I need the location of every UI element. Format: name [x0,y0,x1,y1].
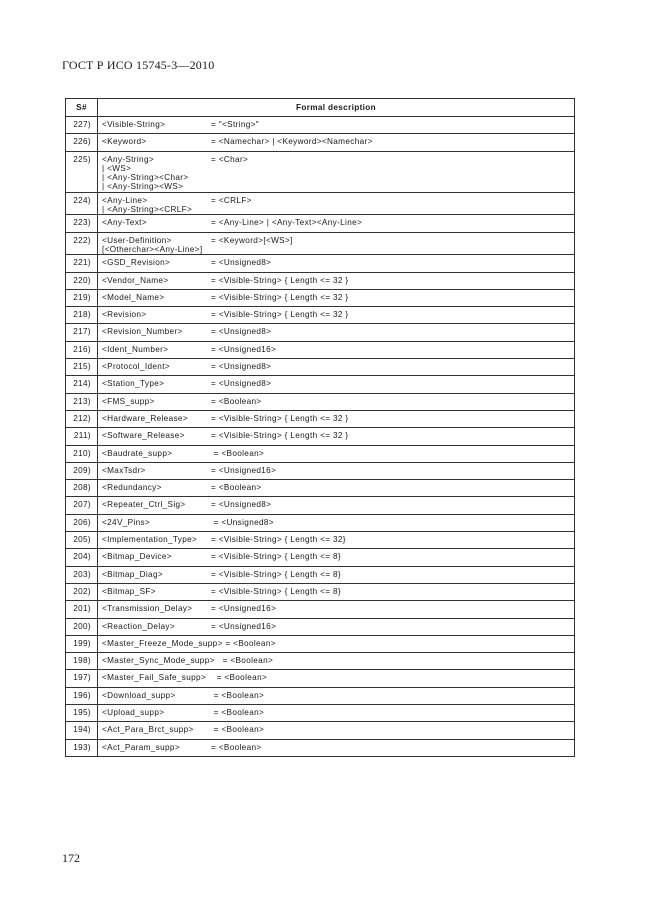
definition-term: <Implementation_Type> [102,535,198,545]
row-description [98,445,575,462]
definition-term: <Redundancy> [102,483,162,493]
definition-term: <GSD_Revision> [102,258,171,268]
definition-rule: = <Unsigned16> [211,465,277,475]
row-description [98,497,575,514]
table-row [66,549,575,566]
description-line [102,345,574,354]
row-number: 208) [66,480,98,497]
definition-term: <Repeater_Ctrl_Sig> [102,500,186,510]
table-row [66,670,575,687]
definition-term: <Model_Name> [102,292,165,302]
row-number: 201) [66,601,98,618]
row-number: 220) [66,272,98,289]
definition-rule: = <Boolean> [211,725,265,735]
definition-term: | <Any-String><Char> [102,173,189,183]
description-line [102,500,574,509]
row-description [98,532,575,549]
row-number: 221) [66,255,98,272]
formal-description-table [65,98,575,757]
table-row [66,618,575,635]
table-row [66,192,575,215]
definition-rule: = <Unsigned8> [211,258,272,268]
definition-term: <Hardware_Release> [102,413,188,423]
row-description [98,480,575,497]
description-line [102,327,574,336]
description-line [102,137,574,146]
description-line [102,120,574,129]
definition-term: <Reaction_Delay> [102,621,175,631]
row-description [98,739,575,756]
description-line [102,587,574,596]
row-description [98,393,575,410]
row-description [98,462,575,479]
row-number: 210) [66,445,98,462]
table-row [66,601,575,618]
table-header-row [66,99,575,117]
row-description [98,232,575,255]
column-header-number: S# [66,99,98,117]
definition-rule: = <Visible-String> { Length <= 32 } [211,310,349,320]
definition-rule: = <Keyword>[<WS>] [211,235,293,245]
definition-term: <Any-Text> [102,218,147,228]
definition-rule: = <Unsigned8> [211,500,272,510]
table-row [66,134,575,151]
row-number: 212) [66,410,98,427]
definition-term: <Any-String> [102,154,154,164]
definition-term: <Station_Type> [102,379,165,389]
table-row [66,445,575,462]
description-line [102,570,574,579]
row-description [98,324,575,341]
table-row [66,532,575,549]
row-number: 199) [66,635,98,652]
row-number: 197) [66,670,98,687]
table-row [66,462,575,479]
definition-rule: = <Namechar> | <Keyword><Namechar> [211,137,373,147]
table-row [66,497,575,514]
definition-rule: = <Unsigned16> [211,621,277,631]
row-description [98,359,575,376]
row-description [98,307,575,324]
definition-term: <Ident_Number> [102,344,169,354]
definition-term: <Vendor_Name> [102,275,169,285]
definition-rule: = <Boolean> [211,483,262,493]
row-number: 215) [66,359,98,376]
row-description [98,134,575,151]
table-row [66,704,575,721]
row-description [98,704,575,721]
row-number: 211) [66,428,98,445]
definition-term: <Keyword> [102,137,147,147]
description-line [102,656,574,665]
row-number: 196) [66,687,98,704]
description-line [102,236,574,245]
row-number: 213) [66,393,98,410]
description-line [102,293,574,302]
description-line [102,691,574,700]
row-description [98,514,575,531]
row-description [98,341,575,358]
table-row [66,255,575,272]
definition-term: <Bitmap_Device> [102,552,172,562]
row-number: 226) [66,134,98,151]
definition-term: <Bitmap_Diag> [102,569,163,579]
definition-term: <Master_Freeze_Mode_supp> = <Boolean> [102,638,276,648]
table-row [66,566,575,583]
definition-rule: = <Visible-String> { Length <= 32} [211,535,346,545]
definition-rule: = <Visible-String> { Length <= 32 } [211,413,349,423]
row-number: 198) [66,653,98,670]
description-line [102,182,574,191]
table-row [66,722,575,739]
row-description [98,272,575,289]
row-number: 218) [66,307,98,324]
definition-term: [<Otherchar><Any-Line>] [102,244,203,254]
table-row [66,324,575,341]
document-header: ГОСТ Р ИСО 15745-3—2010 [62,58,215,72]
table-row [66,232,575,255]
definition-rule: = <Visible-String> { Length <= 8} [211,569,341,579]
table-row [66,635,575,652]
description-line [102,673,574,682]
row-number: 217) [66,324,98,341]
row-number: 225) [66,151,98,192]
description-line [102,164,574,173]
definition-term: <Upload_supp> [102,707,165,717]
row-number: 224) [66,192,98,215]
row-description [98,192,575,215]
row-number: 223) [66,215,98,232]
row-number: 205) [66,532,98,549]
description-line [102,725,574,734]
row-description [98,428,575,445]
definition-term: <Visible-String> [102,120,166,129]
definition-term: <Transmission_Delay> [102,604,193,614]
definition-rule: = <Visible-String> { Length <= 8} [211,586,341,596]
row-number: 214) [66,376,98,393]
description-line [102,431,574,440]
definition-rule: = <Unsigned16> [211,604,277,614]
row-description [98,549,575,566]
definition-term: <Master_Sync_Mode_supp> = <Boolean> [102,656,274,666]
definition-term: <Software_Release> [102,431,185,441]
table-row [66,739,575,756]
definition-term: <Protocol_Ident> [102,362,170,372]
definition-term: <Act_Param_supp> [102,742,180,752]
row-description [98,670,575,687]
description-line [102,276,574,285]
table-row [66,307,575,324]
table-row [66,653,575,670]
description-line [102,414,574,423]
description-line [102,245,574,254]
page-number: 172 [62,851,80,865]
definition-rule: = <Unsigned8> [211,379,272,389]
definition-rule: = "<String>" [211,120,260,129]
definition-term: <Bitmap_SF> [102,586,156,596]
table-row [66,687,575,704]
definition-rule: = <Unsigned16> [211,344,277,354]
row-number: 216) [66,341,98,358]
definition-term: <Act_Para_Brct_supp> [102,725,194,735]
definition-term: <Download_supp> [102,690,176,700]
definition-term: <24V_Pins> [102,517,151,527]
table-row [66,117,575,134]
table-row [66,151,575,192]
definition-term: <Baudrate_supp> [102,448,173,458]
definition-rule: = <Boolean> [211,742,262,752]
description-line [102,466,574,475]
row-description [98,117,575,134]
definition-term: <Revision> [102,310,147,320]
description-line [102,205,574,214]
row-description [98,722,575,739]
table-row [66,583,575,600]
description-line [102,552,574,561]
row-number: 227) [66,117,98,134]
definition-rule: = <Char> [211,154,249,164]
definition-term: <FMS_supp> [102,396,155,406]
description-line [102,258,574,267]
definition-rule: = <Visible-String> { Length <= 8} [211,552,341,562]
description-line [102,604,574,613]
row-number: 222) [66,232,98,255]
row-number: 200) [66,618,98,635]
description-line [102,173,574,182]
table-row [66,393,575,410]
definition-term: <Master_Fail_Safe_supp> = <Boolean> [102,673,268,683]
description-line [102,483,574,492]
table-row [66,289,575,306]
definition-term: <MaxTsdr> [102,465,146,475]
row-number: 203) [66,566,98,583]
table-row [66,272,575,289]
definition-rule: = <Boolean> [211,448,265,458]
row-number: 194) [66,722,98,739]
definition-rule: = <CRLF> [211,195,252,205]
description-line [102,743,574,752]
definition-rule: = <Any-Line> | <Any-Text><Any-Line> [211,218,363,228]
row-description [98,255,575,272]
description-line [102,518,574,527]
table-row [66,359,575,376]
table-row [66,410,575,427]
table-body [66,117,575,757]
table-row [66,480,575,497]
row-number: 195) [66,704,98,721]
definition-rule: = <Boolean> [211,396,262,406]
definition-term: <Any-Line> [102,195,148,205]
row-description [98,289,575,306]
row-description [98,215,575,232]
definition-rule: = <Boolean> [211,690,265,700]
description-line [102,155,574,164]
description-line [102,708,574,717]
definition-rule: = <Visible-String> { Length <= 32 } [211,292,349,302]
definition-term: | <WS> [102,163,132,173]
definition-rule: = <Unsigned8> [211,362,272,372]
definition-term: | <Any-String><WS> [102,182,184,192]
description-line [102,639,574,648]
definition-rule: = <Boolean> [211,707,265,717]
row-number: 206) [66,514,98,531]
table-row [66,341,575,358]
row-description [98,566,575,583]
description-line [102,397,574,406]
row-description [98,601,575,618]
definition-term: <User-Definition> [102,235,172,245]
row-description [98,687,575,704]
definition-rule: = <Visible-String> { Length <= 32 } [211,431,349,441]
table-row [66,428,575,445]
description-line [102,218,574,227]
column-header-description: Formal description [98,99,575,117]
definition-term: | <Any-String><CRLF> [102,205,193,215]
table-row [66,514,575,531]
row-description [98,151,575,192]
row-number: 202) [66,583,98,600]
row-number: 204) [66,549,98,566]
row-description [98,376,575,393]
row-number: 207) [66,497,98,514]
definition-rule: = <Visible-String> { Length <= 32 } [211,275,349,285]
row-number: 219) [66,289,98,306]
description-line [102,196,574,205]
row-number: 193) [66,739,98,756]
row-description [98,583,575,600]
description-line [102,362,574,371]
row-description [98,653,575,670]
row-description [98,635,575,652]
description-line [102,622,574,631]
definition-term: <Revision_Number> [102,327,183,337]
row-description [98,618,575,635]
definition-rule: = <Unsigned8> [211,517,274,527]
description-line [102,310,574,319]
row-description [98,410,575,427]
description-line [102,449,574,458]
table-row [66,376,575,393]
table-row [66,215,575,232]
definition-rule: = <Unsigned8> [211,327,272,337]
description-line [102,535,574,544]
description-line [102,379,574,388]
row-number: 209) [66,462,98,479]
